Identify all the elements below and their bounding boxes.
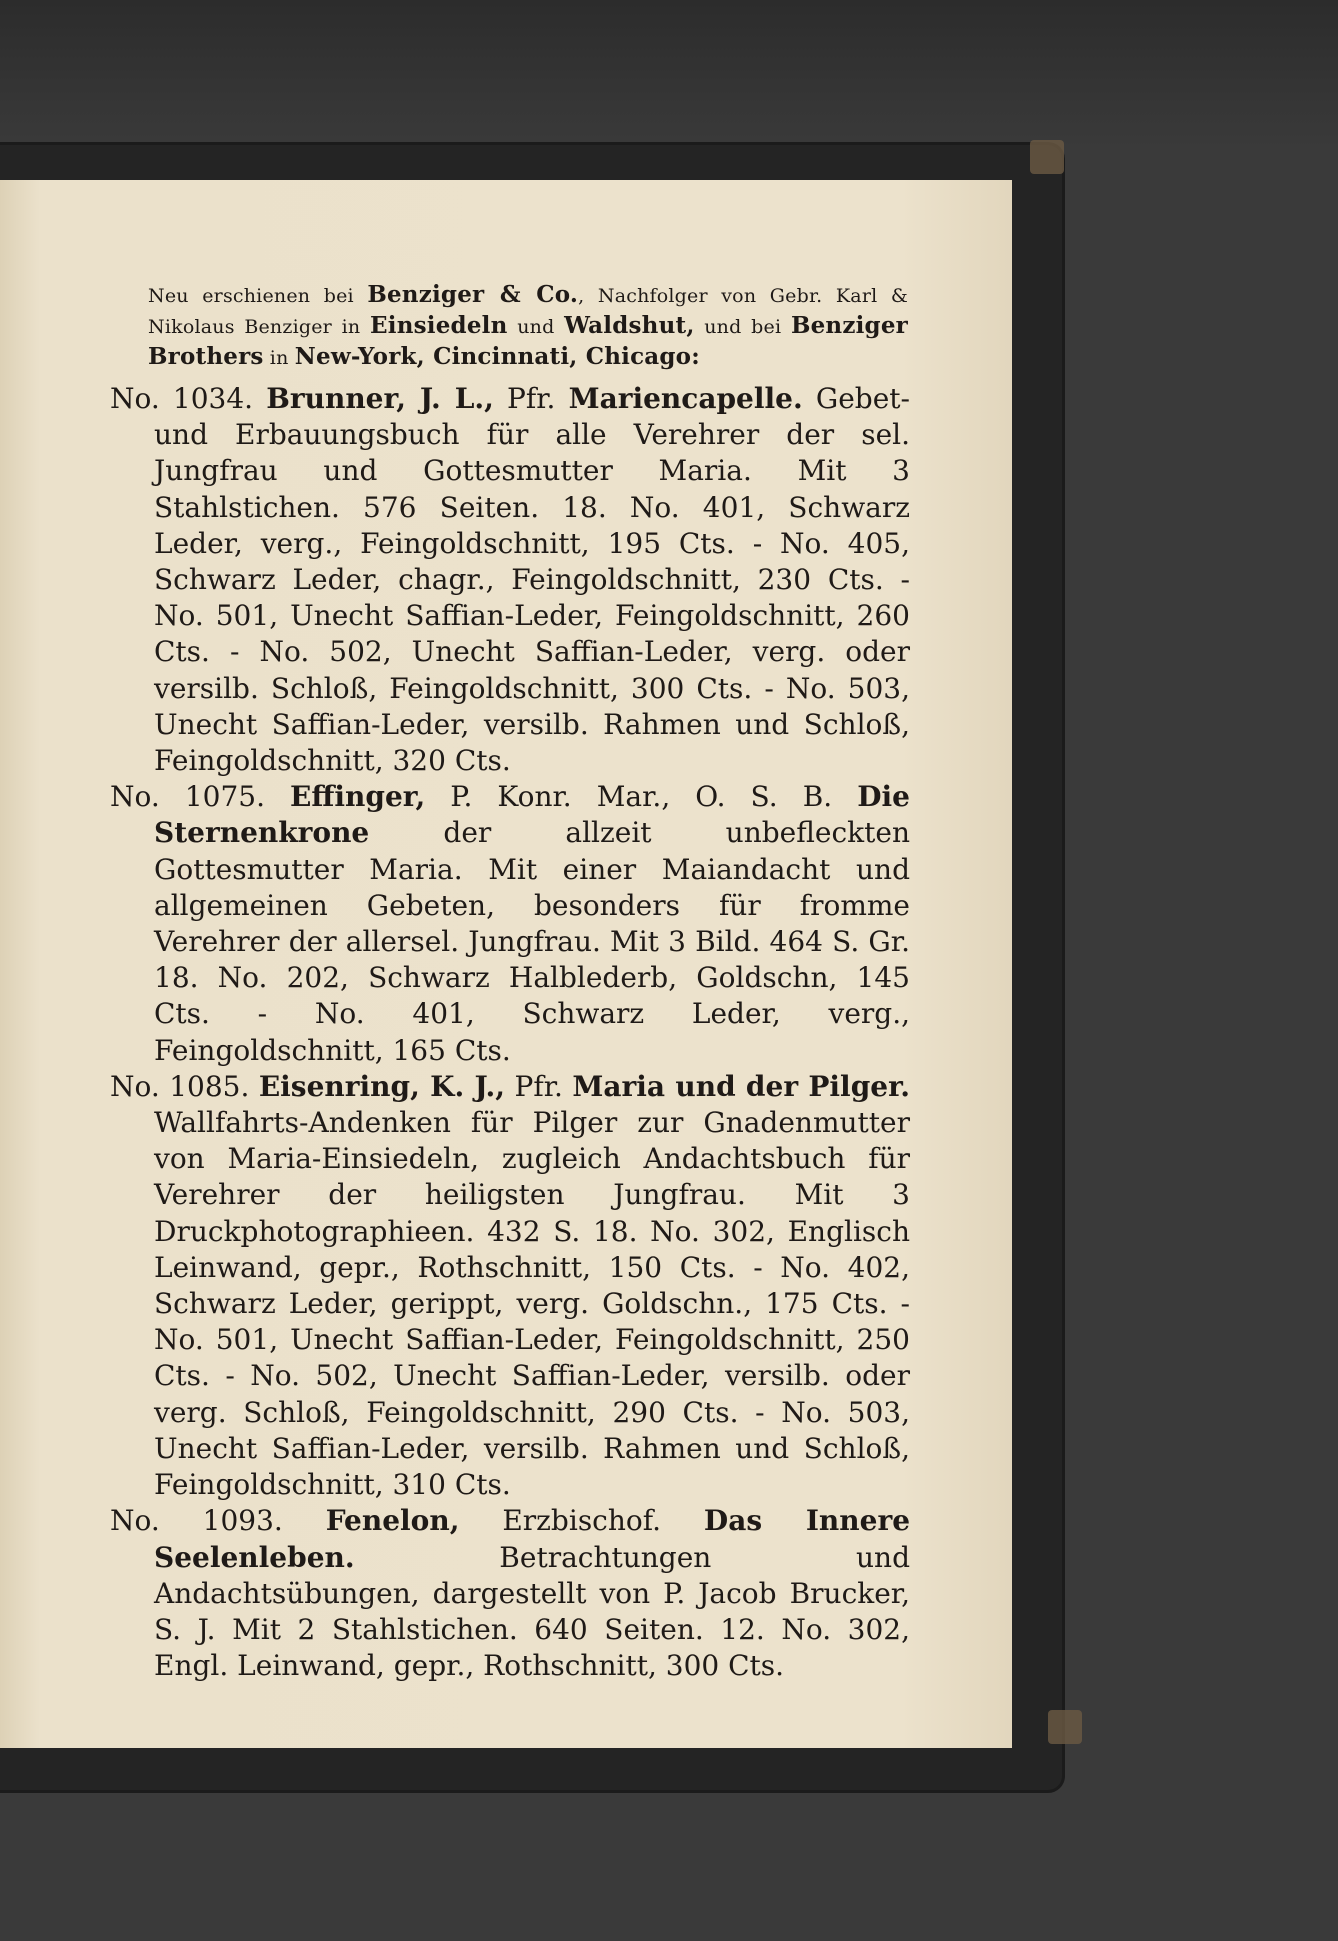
entry-author: Brunner, J. L., <box>266 382 494 415</box>
entry-author: Eisenring, K. J., <box>258 1069 506 1103</box>
entry-body <box>110 779 910 1069</box>
header-brothers: Benziger Brothers <box>148 312 908 370</box>
entry-role: Pfr. <box>507 382 556 415</box>
entry-description: Gebet- und Erbauungsbuch für alle Verehrer der sel. Jungfrau und Gottesmutter Maria. Mit 3 Stahlstichen. 576 Seiten. 18. No. 401, Schwarz Leder, verg., Feingoldschnitt, 195 Cts. - No. 405, Schwarz Leder, chagr., Feingoldschnitt, 230 Cts. - No. 501, Unecht Saffian-Leder, Feingoldschnitt, 260 Cts. - No. 502, Unecht Saffian-Leder, verg. oder versilb. Schloß, Feingoldschnitt, 300 Cts. - No. 503, Unecht Saffian-Leder, versilb. Rahmen und Schloß, Feingoldschnitt, 320 Cts. <box>154 382 910 778</box>
entry-number: No. 1085. <box>110 1069 250 1103</box>
entry-author: Effinger, <box>290 780 426 814</box>
entry-number: No. 1034. <box>110 382 254 415</box>
header-intro-rest: , Nachfolger von Gebr. Karl & Nikolaus Benziger in <box>148 285 908 338</box>
background <box>0 0 1338 150</box>
header-and1: und <box>517 316 555 338</box>
header-place1: Einsiedeln <box>370 312 508 339</box>
entry-description: Betrachtungen und Andachtsübungen, dargestellt von P. Jacob Brucker, S. J. Mit 2 Stahlstichen. 640 Seiten. 12. No. 302, Engl. Leinwand, gepr., Rothschnitt, 300 Cts. <box>154 1540 910 1683</box>
header-in: in <box>269 347 289 369</box>
entry-description: Wallfahrts-Andenken für Pilger zur Gnadenmutter von Maria-Einsiedeln, zugleich Andachtsbuch für Verehrer der heiligsten Jungfrau. Mit 3 Druckphotographieen. 432 S. 18. No. 302, Englisch Leinwand, gepr., Rothschnitt, 150 Cts. - No. 402, Schwarz Leder, gerippt, verg. Goldschn., 175 Cts. - No. 501, Unecht Saffian-Leder, Feingoldschnitt, 250 Cts. - No. 502, Unecht Saffian-Leder, versilb. oder verg. Schloß, Feingoldschnitt, 290 Cts. - No. 503, Unecht Saffian-Leder, versilb. Rahmen und Schloß, Feingoldschnitt, 310 Cts. <box>154 1106 910 1502</box>
catalog-entries <box>110 381 910 1684</box>
catalog-entry <box>110 779 910 1069</box>
cover-corner-top <box>1030 140 1064 174</box>
entry-title: Mariencapelle. <box>568 382 803 415</box>
header-intro: Neu erschienen bei <box>148 285 354 307</box>
header-place2: Waldshut, <box>564 312 695 339</box>
page-text <box>110 280 910 1684</box>
entry-title: Das Innere Seelenleben. <box>154 1504 911 1574</box>
entry-author: Fenelon, <box>325 1504 460 1538</box>
catalog-entry <box>110 1503 910 1684</box>
entry-body <box>110 1069 910 1503</box>
book-page <box>0 180 1012 1748</box>
entry-number: No. 1075. <box>110 780 265 814</box>
header-and2: und bei <box>704 316 782 338</box>
publisher-header <box>148 280 908 373</box>
entry-role: P. Konr. Mar., O. S. B. <box>450 780 833 814</box>
entry-body <box>110 1503 910 1684</box>
entry-title: Die Sternenkrone <box>154 780 910 850</box>
cover-corner-bottom <box>1048 1710 1082 1744</box>
entry-role: Pfr. <box>514 1069 563 1103</box>
header-cities: New-York, Cincinnati, Chicago: <box>294 343 700 370</box>
entry-body <box>110 381 910 779</box>
catalog-entry <box>110 1069 910 1503</box>
entry-title: Maria und der Pilger. <box>572 1069 911 1103</box>
header-publisher: Benziger & Co. <box>367 281 579 308</box>
entry-role: Erzbischof. <box>502 1504 662 1538</box>
catalog-entry <box>110 381 910 779</box>
entry-description: der allzeit unbefleckten Gottesmutter Maria. Mit einer Maiandacht und allgemeinen Gebeten, besonders für fromme Verehrer der allersel. Jungfrau. Mit 3 Bild. 464 S. Gr. 18. No. 202, Schwarz Halblederb, Goldschn, 145 Cts. - No. 401, Schwarz Leder, verg., Feingoldschnitt, 165 Cts. <box>154 816 910 1067</box>
entry-number: No. 1093. <box>110 1504 283 1538</box>
